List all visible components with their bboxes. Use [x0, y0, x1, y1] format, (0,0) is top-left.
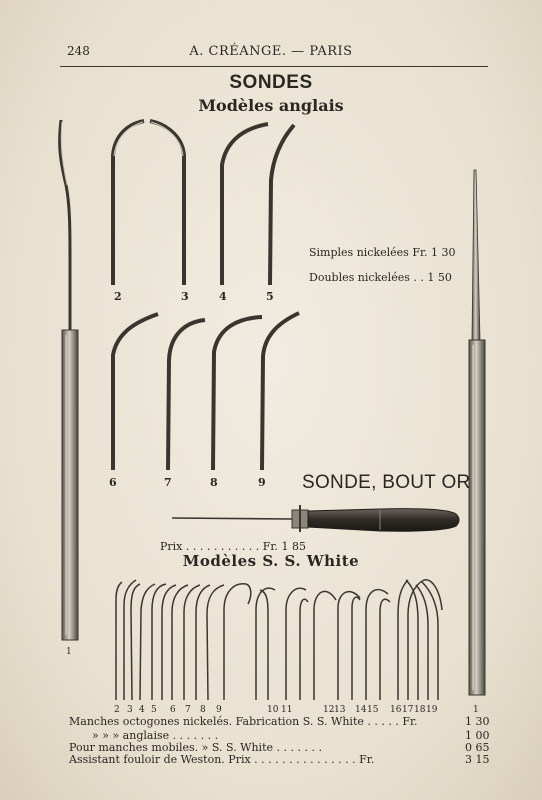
- white-number: 4: [139, 705, 145, 715]
- footer-text: » » » anglaise . . . . . . .: [92, 729, 219, 742]
- probe-fig-9: [262, 313, 299, 470]
- white-number: 10: [267, 705, 279, 715]
- white-number: 12: [323, 705, 335, 715]
- fig-label-6: 6: [109, 476, 117, 489]
- running-head: A. CRÉANGE. — PARIS: [189, 44, 353, 59]
- fig-label-right-1: 1: [473, 705, 479, 715]
- white-number: 7: [185, 705, 191, 715]
- footer-line: [69, 715, 418, 728]
- white-number: 3: [127, 705, 133, 715]
- white-number: 14: [355, 705, 367, 715]
- probe-fig-5: [270, 125, 294, 285]
- page-title: SONDES: [229, 72, 313, 93]
- section-subtitle: Modèles anglais: [198, 96, 344, 115]
- probe-fig-8: [213, 317, 262, 470]
- probe-fig-2: [113, 121, 144, 285]
- fig-label-2: 2: [114, 290, 122, 303]
- price-double-nickeled: Doubles nickelées . . 1 50: [309, 271, 452, 284]
- white-number: 18: [414, 705, 426, 715]
- footer-price: 3 15: [465, 753, 490, 766]
- probe-fig-7: [168, 320, 205, 470]
- white-number: 19: [426, 705, 438, 715]
- white-number: 16: [390, 705, 402, 715]
- probe-fig-3: [150, 121, 184, 285]
- fig-label-5: 5: [266, 290, 274, 303]
- gold-tip-price: Prix . . . . . . . . . . . Fr. 1 85: [160, 540, 306, 553]
- probe-gold-tip: [172, 505, 459, 532]
- white-number: 11: [281, 705, 293, 715]
- fig-label-4: 4: [219, 290, 227, 303]
- white-number: 8: [200, 705, 206, 715]
- footer-text: Manches octogones nickelés. Fabrication S. S. White . . . . . Fr.: [69, 715, 418, 728]
- ss-white-heading: Modèles S. S. White: [182, 552, 360, 570]
- footer-text: Assistant fouloir de Weston. Prix . . . . . . . . . . . . . . . Fr.: [69, 753, 375, 766]
- white-number: 5: [151, 705, 157, 715]
- white-probe-set: [116, 580, 442, 700]
- white-number: 6: [170, 705, 176, 715]
- page-number: 248: [67, 44, 90, 58]
- fig-label-left-1: 1: [66, 647, 72, 657]
- footer-price: 1 30: [465, 715, 490, 728]
- footer-text: Pour manches mobiles. » S. S. White . . . . . . .: [69, 741, 322, 754]
- white-number: 15: [367, 705, 379, 715]
- gold-tip-heading: SONDE, BOUT OR: [302, 472, 471, 493]
- fig-label-8: 8: [210, 476, 218, 489]
- white-number: 9: [216, 705, 222, 715]
- price-simple-nickeled: Simples nickelées Fr. 1 30: [309, 246, 456, 259]
- probe-right-long: [469, 170, 485, 695]
- fig-label-9: 9: [258, 476, 266, 489]
- footer-line: [69, 753, 374, 766]
- probe-fig-4: [222, 124, 268, 285]
- white-number: 13: [334, 705, 346, 715]
- fig-label-3: 3: [181, 290, 189, 303]
- fig-label-7: 7: [164, 476, 172, 489]
- footer-price: 1 00: [465, 729, 490, 742]
- probe-fig-6: [113, 314, 158, 470]
- footer-price: 0 65: [465, 741, 490, 754]
- white-number: 2: [114, 705, 120, 715]
- white-number: 17: [402, 705, 414, 715]
